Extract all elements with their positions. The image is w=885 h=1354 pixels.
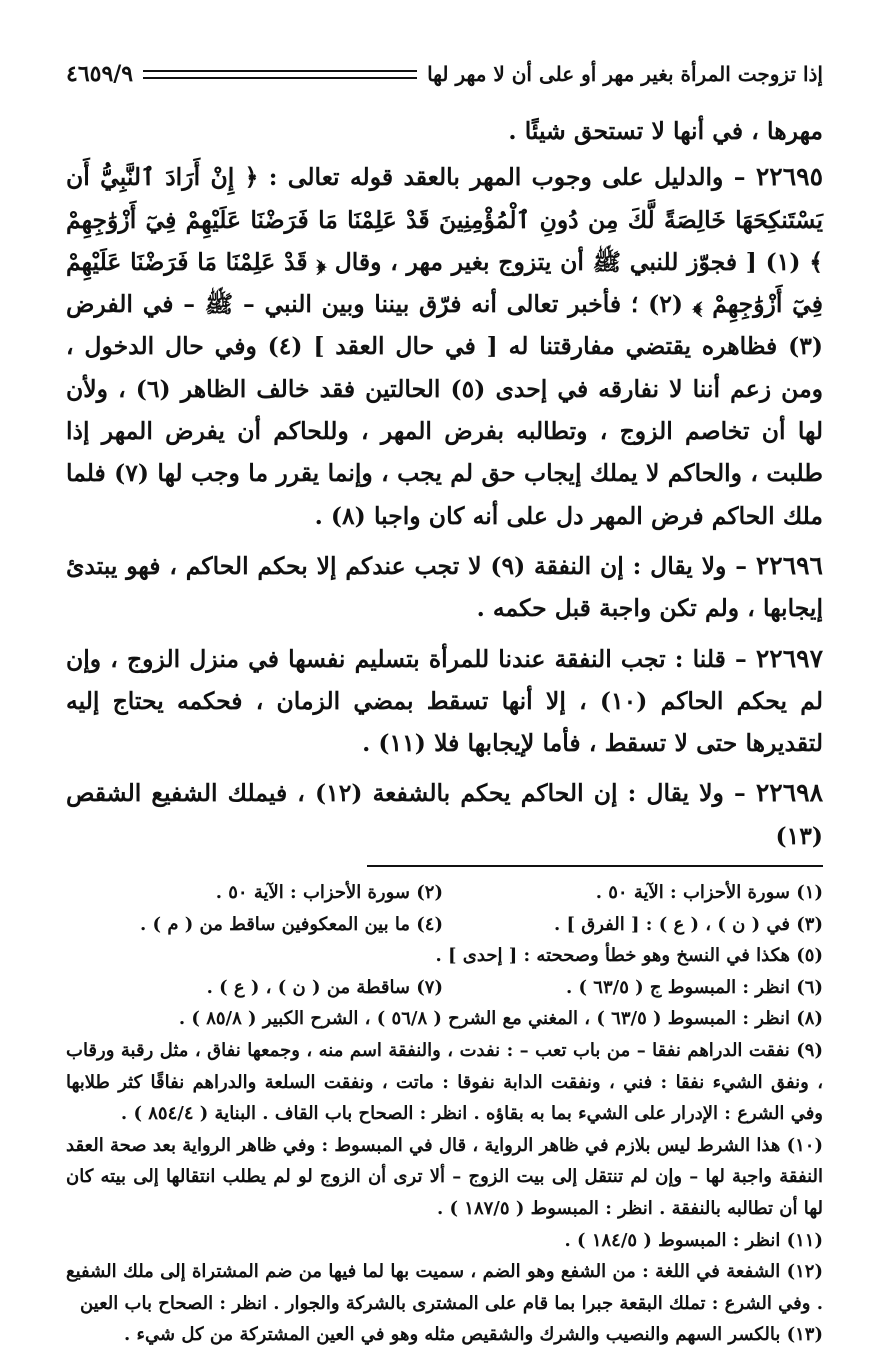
footnote-separator xyxy=(367,865,823,867)
paragraph-text: – قلنا : تجب النفقة عندنا للمرأة بتسليم نفسها في منزل الزوج ، وإن لم يحكم الحاكم (١٠) ، إلا أنها تسقط بمضي الزمان ، فحكمه يحتاج إليه لتقديرها حتى لا تسقط ، فأما لإيجابها فلا (١١) . xyxy=(66,644,823,758)
issue-number: ٢٢٦٩٥ xyxy=(755,162,823,192)
paragraph-22698 xyxy=(66,772,823,857)
footnote-2: (٢) سورة الأحزاب : الآية ٥٠ . xyxy=(215,882,443,904)
footnote-12: (١٢) الشفعة في اللغة : من الشفع وهو الضم ، سميت بها لما فيها من ضم المشتراة إلى ملك الشفيع . وفي الشرع : تملك البقعة جبرا بما قام على المشترى بالشركة والجوار . انظر : الصحاح باب العين xyxy=(66,1261,823,1314)
footnote-8: (٨) انظر : المبسوط ( ٦٣/٥ ) ، المغني مع الشرح ( ٥٦/٨ ) ، الشرح الكبير ( ٨٥/٨ ) . xyxy=(178,1008,823,1030)
paragraph-text: – ولا يقال : إن الحاكم يحكم بالشفعة (١٢) ، فيملك الشفيع الشقص (١٣) xyxy=(66,779,823,850)
footnote-1: (١) سورة الأحزاب : الآية ٥٠ . xyxy=(595,882,823,904)
footnote-5: (٥) هكذا في النسخ وهو خطأ وصححته : [ إحدى ] . xyxy=(435,945,823,967)
footnote-11: (١١) انظر : المبسوط ( ١٨٤/٥ ) . xyxy=(564,1229,823,1251)
issue-number: ٢٢٦٩٦ xyxy=(755,550,823,580)
footnote-13: (١٣) بالكسر السهم والنصيب والشرك والشقيص مثله وهو في العين المشتركة من كل شيء . xyxy=(124,1324,823,1346)
footnote-row xyxy=(66,909,823,941)
paragraph-text: – ولا يقال : إن النفقة (٩) لا تجب عندكم إلا بحكم الحاكم ، فهو يبتدئ إيجابها ، ولم تكن واجبة قبل حكمه . xyxy=(66,551,823,623)
paragraph-continuation: مهرها ، في أنها لا تستحق شيئًا . xyxy=(508,117,823,145)
footnote-6: (٦) انظر : المبسوط ج ( ٦٣/٥ ) . xyxy=(565,976,823,998)
footnotes xyxy=(66,877,823,1351)
page-number: ٤٦٥٩/٩ xyxy=(66,61,134,87)
paragraph-22697 xyxy=(66,638,823,765)
issue-number: ٢٢٦٩٧ xyxy=(755,643,823,673)
paragraph-22696 xyxy=(66,545,823,630)
footnote-10: (١٠) هذا الشرط ليس بلازم في ظاهر الرواية ، قال في المبسوط : وفي ظاهر الرواية بعد صحة العقد النفقة واجبة لها – وإن لم تنتقل إلى بيت الزوج – ألا ترى أن الزوج لو لم يطلب انتقالها إلى بيته كان لها أن تطالبه بالنفقة . انظر : المبسوط ( ١٨٧/٥ ) . xyxy=(66,1134,824,1219)
footnote-9: (٩) نفقت الدراهم نفقا – من باب تعب – : نفدت ، والنفقة اسم منه ، وجمعها نفاق ، مثل رقبة ورقاب ، ونفق الشيء نفقا : فني ، ونفقت الدابة نفوقا : ماتت ، ونفقت السلعة والدراهم نفاقًا كثر طلابها وفي الشرع : الإدرار على الشيء بما به بقاؤه . انظر : الصحاح باب القاف . البناية ( ٨٥٤/٤ ) . xyxy=(66,1040,823,1125)
chapter-title: إذا تزوجت المرأة بغير مهر أو على أن لا مهر لها xyxy=(427,62,823,86)
running-header xyxy=(66,52,823,96)
footnote-3: (٣) في ( ن ) ، ( ع ) : [ الفرق ] . xyxy=(553,913,823,935)
footnote-7: (٧) ساقطة من ( ن ) ، ( ع ) . xyxy=(206,976,443,998)
footnote-row xyxy=(66,972,823,1004)
issue-number: ٢٢٦٩٨ xyxy=(755,778,823,808)
paragraph-text: – والدليل على وجوب المهر بالعقد قوله تعالى : ﴿ إِنْ أَرَادَ ٱلنَّبِيُّ أَن يَسْتَنكِحَهَا خَالِصَةً لَّكَ مِن دُونِ ٱلْمُؤْمِنِينَ قَدْ عَلِمْنَا مَا فَرَضْنَا عَلَيْهِمْ فِيٓ أَزْوَٰجِهِمْ ﴾ (١) [ فجوّز للنبي ﷺ أن يتزوج بغير مهر ، وقال ﴿ قَدْ عَلِمْنَا مَا فَرَضْنَا عَلَيْهِمْ فِيٓ أَزْوَٰجِهِمْ ﴾ (٢) ؛ فأخبر تعالى أنه فرّق بيننا وبين النبي – ﷺ – في الفرض (٣) فظاهره يقتضي مفارقتنا له [ في حال العقد ] (٤) وفي حال الدخول ، ومن زعم أننا لا نفارقه في إحدى (٥) الحالتين فقد خالف الظاهر (٦) ، ولأن لها أن تخاصم الزوج ، وتطالبه بفرض المهر ، وللحاكم أن يفرض المهر إذا طلبت ، والحاكم لا يملك إيجاب حق لم يجب ، وإنما يقرر ما وجب لها (٧) فلما ملك الحاكم فرض المهر دل على أنه كان واجبا (٨) . xyxy=(66,163,824,530)
paragraph-22695 xyxy=(66,156,823,537)
footnote-4: (٤) ما بين المعكوفين ساقط من ( م ) . xyxy=(140,913,443,935)
footnote-row xyxy=(66,877,823,909)
main-text xyxy=(66,110,823,857)
header-rule xyxy=(143,70,417,79)
